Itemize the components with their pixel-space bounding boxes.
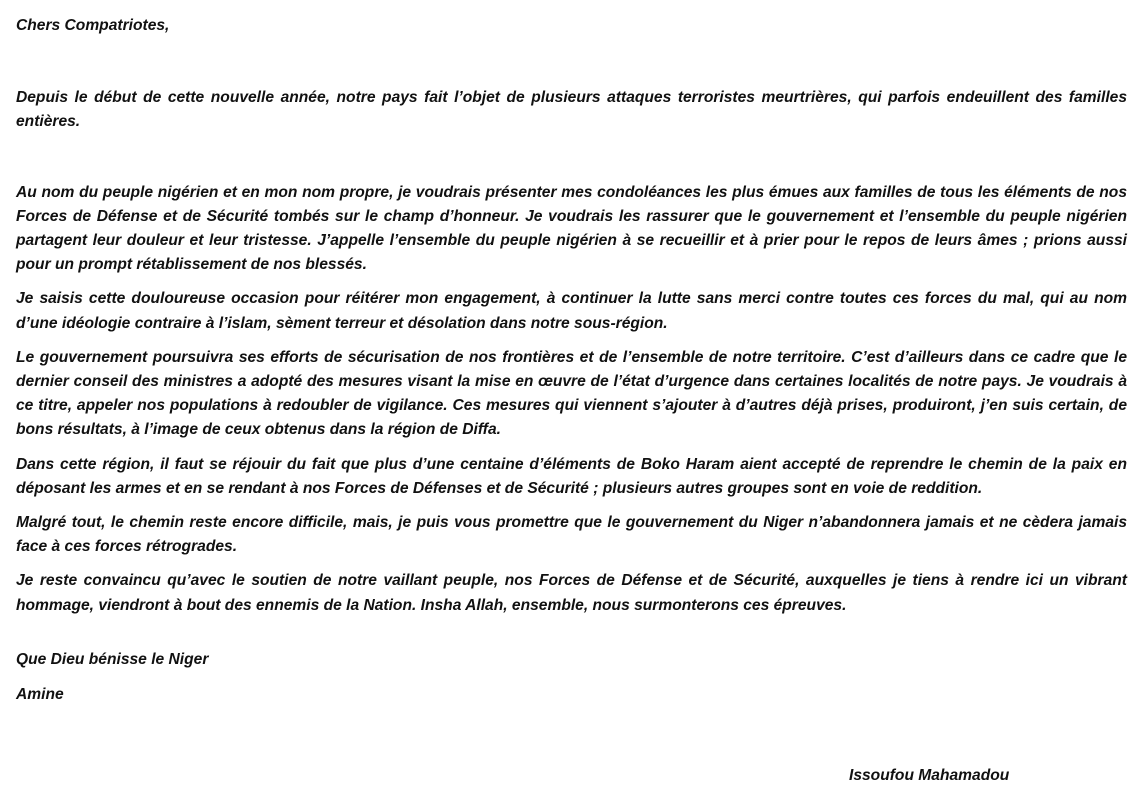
closing-blessing: Que Dieu bénisse le Niger [16,650,209,668]
paragraph-diffa-region: Dans cette région, il faut se réjouir du fait que plus d’une centaine d’éléments de Boko Haram aient accepté de reprendre le chemin de la paix en déposant les armes et en se rendant à nos Forces de Défenses et de Sécurité ; plusieurs autres groupes sont en voie de reddition. [16,455,1127,497]
signature: Issoufou Mahamadou [849,767,1010,784]
closing-amen: Amine [16,686,64,704]
letter-greeting: Chers Compatriotes, [16,17,170,34]
paragraph-security-measures: Le gouvernement poursuivra ses efforts de sécurisation de nos frontières et de l’ensemble de notre territoire. C’est d’ailleurs dans ce cadre que le dernier conseil des ministres a adopté des mesures visant la mise en œuvre de l’état d’urgence dans certaines localités de notre pays. Je voudrais à ce titre, appeler nos populations à redoubler de vigilance. Ces mesures qui viennent s’ajouter à d’autres déjà prises, produiront, j’en suis certain, de bons résultats, à l’image de ceux obtenus dans la région de Diffa. [16,348,1127,439]
paragraph-tribute: Je reste convaincu qu’avec le soutien de notre vaillant peuple, nos Forces de Défense et de Sécurité, auxquelles je tiens à rendre ici un vibrant hommage, viendront à bout des ennemis de la Nation. Insha Allah, ensemble, nous surmonterons ces épreuves. [16,572,1127,614]
paragraph-intro: Depuis le début de cette nouvelle année, notre pays fait l’objet de plusieurs attaques terroristes meurtrières, qui parfois endeuillent des familles entières. [16,89,1127,131]
paragraph-condolences: Au nom du peuple nigérien et en mon nom propre, je voudrais présenter mes condoléances les plus émues aux familles de tous les éléments de nos Forces de Défense et de Sécurité tombés sur le champ d’honneur. Je voudrais les rassurer que le gouvernement et l’ensemble du peuple nigérien partagent leur douleur et leur tristesse. J’appelle l’ensemble du peuple nigérien à se recueillir et à prier pour le repos de leurs âmes ; prions aussi pour un prompt rétablissement de nos blessés. [16,183,1127,274]
paragraph-difficult-path: Malgré tout, le chemin reste encore difficile, mais, je puis vous promettre que le gouvernement du Niger n’abandonnera jamais et ne cèdera jamais face à ces forces rétrogrades. [16,514,1127,556]
paragraph-engagement: Je saisis cette douloureuse occasion pour réitérer mon engagement, à continuer la lutte sans merci contre toutes ces forces du mal, qui au nom d’une idéologie contraire à l’islam, sèment terreur et désolation dans notre sous-région. [16,290,1127,332]
